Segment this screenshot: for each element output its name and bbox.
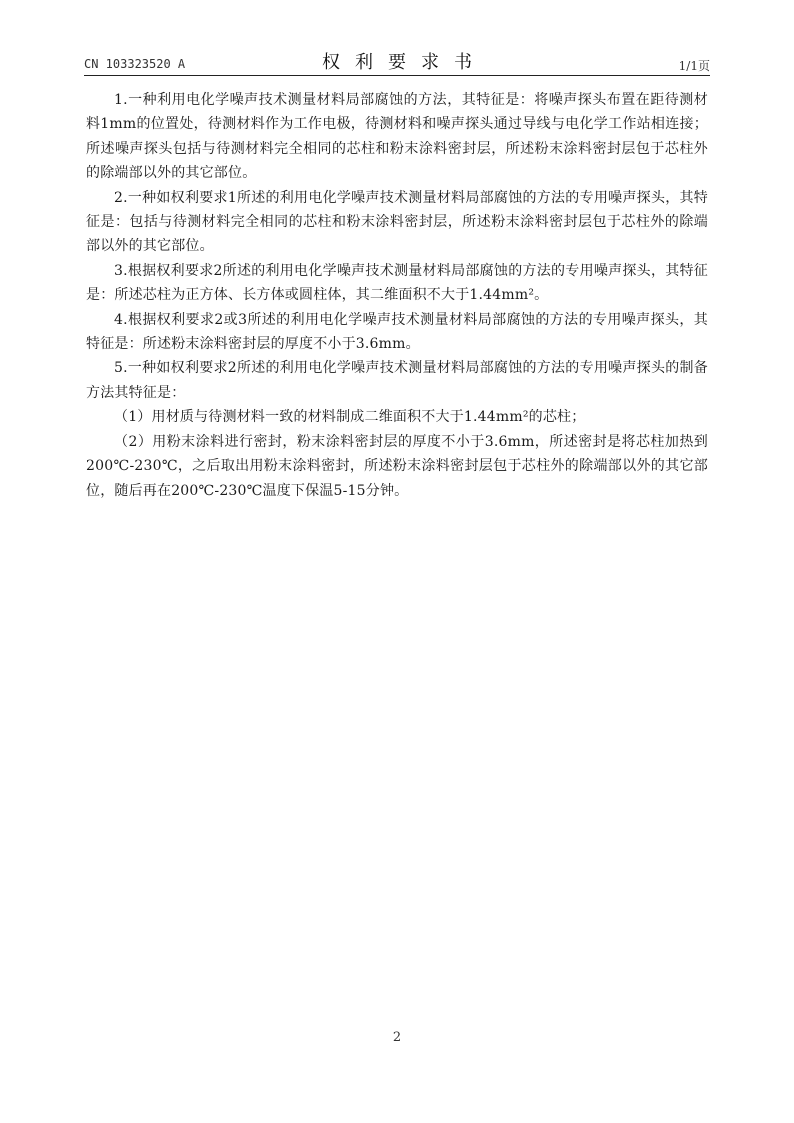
- claim-5: 5.一种如权利要求2所述的利用电化学噪声技术测量材料局部腐蚀的方法的专用噪声探头的制备方法其特征是：: [86, 360, 708, 401]
- page-number: 2: [392, 1030, 402, 1045]
- claims-body: [86, 88, 708, 503]
- page-indicator: 1/1页: [678, 59, 710, 73]
- claim-5-step-2: （2）用粉末涂料进行密封，粉末涂料密封层的厚度不小于3.6mm，所述密封是将芯柱加热到200℃-230℃，之后取出用粉末涂料密封，所述粉末涂料密封层包于芯柱外的除端部以外的其它部位，随后再在200℃-230℃温度下保温5-15分钟。: [86, 433, 708, 499]
- page-header: [84, 48, 710, 74]
- claim-1: 1.一种利用电化学噪声技术测量材料局部腐蚀的方法，其特征是：将噪声探头布置在距待测材料1mm的位置处，待测材料作为工作电极，待测材料和噪声探头通过导线与电化学工作站相连接；所述噪声探头包括与待测材料完全相同的芯柱和粉末涂料密封层，所述粉末涂料密封层包于芯柱外的除端部以外的其它部位。: [86, 92, 708, 182]
- header-divider: [84, 75, 710, 76]
- document-title: 权利要求书: [322, 52, 487, 73]
- publication-number: CN 103323520 A: [84, 57, 186, 71]
- claim-4: 4.根据权利要求2或3所述的利用电化学噪声技术测量材料局部腐蚀的方法的专用噪声探头，其特征是：所述粉末涂料密封层的厚度不小于3.6mm。: [86, 311, 708, 353]
- claim-5-step-1: （1）用材质与待测材料一致的材料制成二维面积不大于1.44mm²的芯柱；: [114, 409, 586, 426]
- claim-2: 2.一种如权利要求1所述的利用电化学噪声技术测量材料局部腐蚀的方法的专用噪声探头，其特征是：包括与待测材料完全相同的芯柱和粉末涂料密封层，所述粉末涂料密封层包于芯柱外的除端部以外的其它部位。: [86, 189, 708, 255]
- claim-3: 3.根据权利要求2所述的利用电化学噪声技术测量材料局部腐蚀的方法的专用噪声探头，其特征是：所述芯柱为正方体、长方体或圆柱体，其二维面积不大于1.44mm²。: [86, 262, 708, 304]
